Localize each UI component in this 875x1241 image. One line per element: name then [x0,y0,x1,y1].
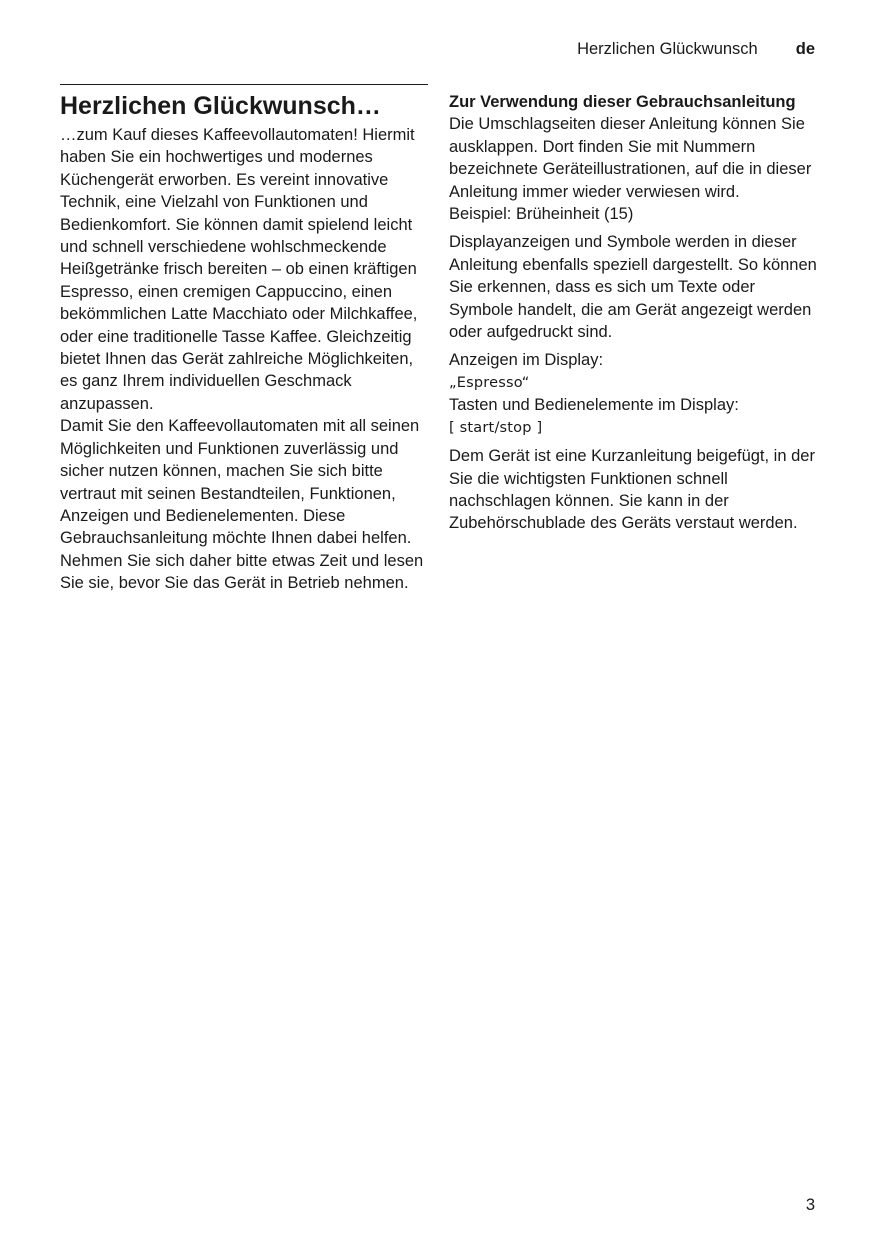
example-line: Beispiel: Brüheinheit (15) [449,205,634,224]
header-language-code: de [795,40,815,58]
page-title: Herzlichen Glückwunsch… [60,92,381,120]
page-number: 3 [805,1196,815,1214]
buttons-example: [ start/stop ] [449,419,543,436]
header-section-name: Herzlichen Glückwunsch [577,40,758,58]
buttons-label: Tasten und Bedienelemente im Display: [449,396,739,415]
display-note-paragraph: Displayanzeigen und Symbole werden in dieser Anleitung ebenfalls speziell dargestellt. So können Sie erkennen, dass es sich um Texte oder Symbole handelt, die am Gerät angezeigt werden oder aufgedruckt sind. [449,233,817,342]
quick-guide-paragraph: Dem Gerät ist eine Kurzanleitung beigefügt, in der Sie die wichtigsten Funktionen schnell nachschlagen können. Sie kann in der Zubehörschublade des Geräts verstaut werden. [449,447,815,533]
intro-paragraph: …zum Kauf dieses Kaffeevollautomaten! Hiermit haben Sie ein hochwertiges und modernes Küchengerät erworben. Es vereint innovative Technik, eine Vielzahl von Funktionen und Bedienkomfort. Sie können damit spielend leicht und schnell verschiedene wohlschmeckende Heißgetränke frisch bereiten – ob einen kräftigen Espresso, einen cremigen Cappuccino, einen bekömmlichen Latte Macchiato oder Milchkaffee, oder eine traditionelle Tasse Kaffee. Gleichzeitig bietet Ihnen das Gerät zahlreiche Möglichkeiten, es ganz Ihrem individuellen Geschmack anzupassen. [60,126,418,413]
fold-out-paragraph: Die Umschlagseiten dieser Anleitung können Sie ausklappen. Dort finden Sie mit Nummern bezeichnete Geräteillustrationen, auf die in dieser Anleitung immer wieder verwiesen wird. [449,115,812,201]
left-column [60,84,428,595]
section-subheading: Zur Verwendung dieser Gebrauchsanleitung [449,93,796,111]
usage-paragraph: Damit Sie den Kaffeevollautomaten mit all seinen Möglichkeiten und Funktionen zuverlässig und sicher nutzen können, machen Sie sich bitte vertraut mit seinen Bestandteilen, Funktionen, Anzeigen und Bedienelementen. Diese Gebrauchsanleitung möchte Ihnen dabei helfen. Nehmen Sie sich daher bitte etwas Zeit und lesen Sie sie, bevor Sie das Gerät in Betrieb nehmen. [60,417,424,593]
running-header [577,40,815,59]
display-example: „Espresso“ [449,374,530,391]
display-label: Anzeigen im Display: [449,351,604,370]
right-column [449,84,821,535]
